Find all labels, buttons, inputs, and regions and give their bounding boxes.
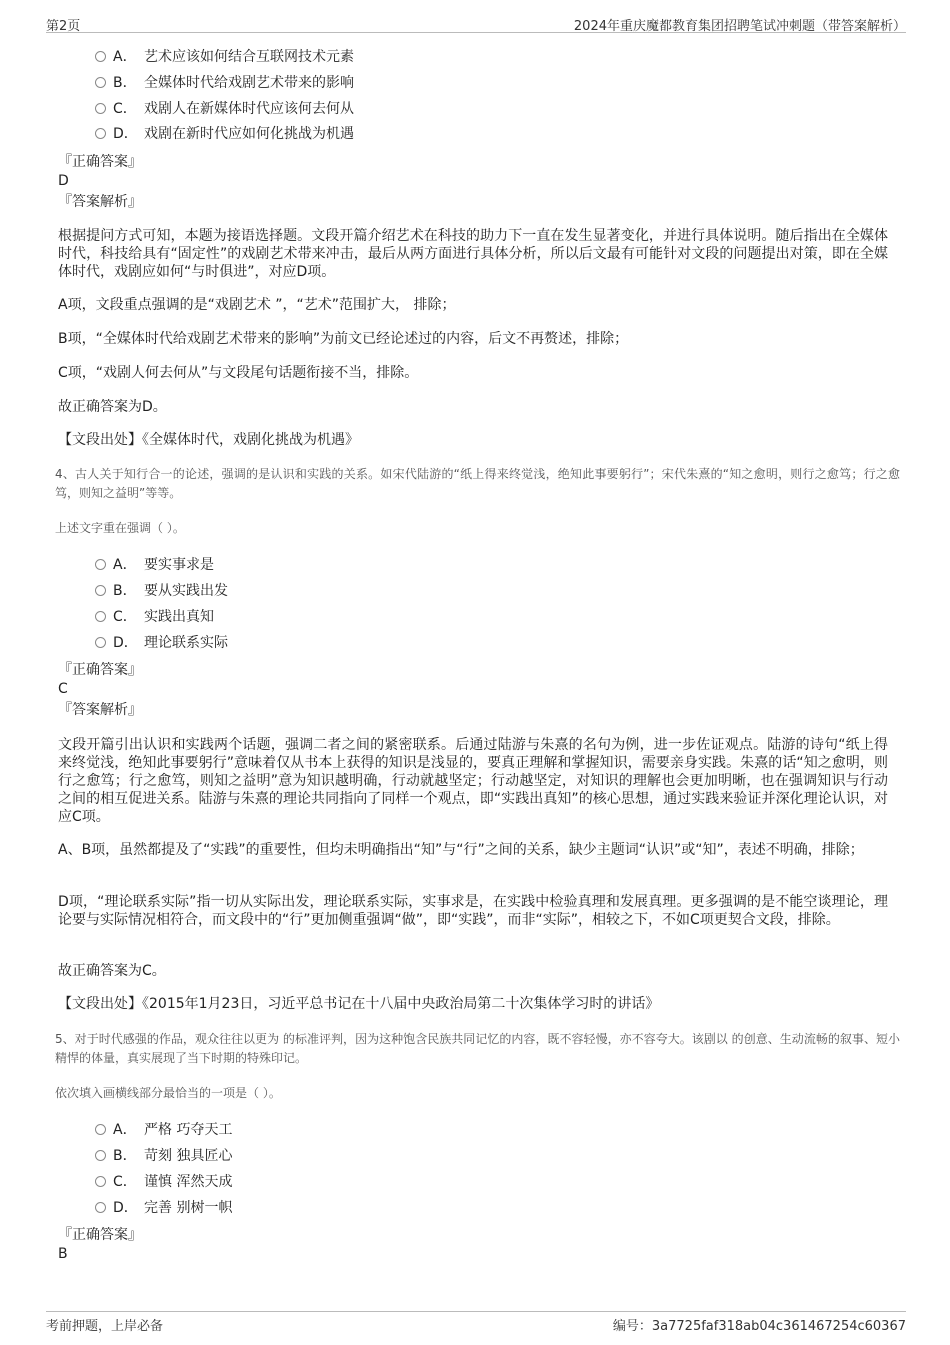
q3-analysis-p5: 故正确答案为D。 (58, 399, 167, 415)
q4-option-c[interactable]: C． 实践出真知 (95, 607, 214, 627)
q3-source: 【文段出处】《全媒体时代，戏剧化挑战为机遇》 (58, 432, 359, 448)
document-title: 2024年重庆魔都教育集团招聘笔试冲刺题（带答案解析） (573, 19, 906, 34)
q4-option-b[interactable]: B． 要从实践出发 (95, 581, 228, 601)
q3-answer-label: 『正确答案』 (58, 154, 142, 170)
q4-source: 【文段出处】《2015年1月23日，习近平总书记在十八届中央政治局第二十次集体学习时的讲话》 (58, 996, 660, 1012)
q4-analysis-p2: A、B项，虽然都提及了“实践”的重要性，但均未明确指出“知”与“行”之间的关系，缺少主题词“认识”或“知”，表述不明确，排除； (58, 842, 864, 858)
page-footer (46, 1311, 906, 1334)
q3-option-c[interactable]: C． 戏剧人在新媒体时代应该何去何从 (95, 99, 354, 119)
q3-analysis-label: 『答案解析』 (58, 194, 142, 210)
q4-analysis-p3: D项，“理论联系实际”指一切从实际出发，理论联系实际，实事求是，在实践中检验真理和发展真理。更多强调的是不能空谈理论，理论要与实际情况相符合，而文段中的“行”更加侧重强调“做”，即“实践”，而非“实际”，相较之下，不如C项更契合文段，排除。 (58, 894, 888, 928)
q3-answer: D (58, 173, 69, 189)
q3-analysis-p1: 根据提问方式可知，本题为接语选择题。文段开篇介绍艺术在科技的助力下一直在发生显著变化，并进行具体说明。随后指出在全媒体时代，科技给具有“固定性”的戏剧艺术带来冲击，最后从两方面进行具体分析，所以后文最有可能针对文段的问题提出对策，即在全媒体时代，戏剧应如何“与时俱进”，对应D项。 (58, 228, 888, 280)
q4-answer: C (58, 681, 68, 697)
q3-analysis-p2: A项，文段重点强调的是“戏剧艺术 ”，“艺术”范围扩大， 排除； (58, 297, 456, 313)
q4-option-d[interactable]: D． 理论联系实际 (95, 633, 228, 653)
q5-option-d[interactable]: D． 完善 别树一帜 (95, 1198, 232, 1218)
q4-analysis-p1: 文段开篇引出认识和实践两个话题，强调二者之间的紧密联系。后通过陆游与朱熹的名句为例，进一步佐证观点。陆游的诗句“纸上得来终觉浅，绝知此事要躬行”意味着仅从书本上获得的知识是浅显的，要真正理解和掌握知识，需要亲身实践。朱熹的话“知之愈明，则行之愈笃；行之愈笃，则知之益明”意为知识越明确，行动就越坚定；行动越坚定，对知识的理解也会更加明晰，也在强调知识与行动之间的相互促进关系。陆游与朱熹的理论共同指向了同样一个观点，即“实践出真知”的核心思想，通过实践来验证并深化理论认识，对应C项。 (58, 737, 888, 825)
page-header (46, 14, 906, 33)
radio-icon[interactable] (95, 1124, 106, 1135)
q3-analysis-p3: B项，“全媒体时代给戏剧艺术带来的影响”为前文已经论述过的内容，后文不再赘述，排除； (58, 331, 629, 347)
q5-option-a[interactable]: A． 严格 巧夺天工 (95, 1120, 232, 1140)
q3-option-b[interactable]: B． 全媒体时代给戏剧艺术带来的影响 (95, 73, 354, 93)
q4-analysis-p4: 故正确答案为C。 (58, 963, 166, 979)
radio-icon[interactable] (95, 1150, 106, 1161)
radio-icon[interactable] (95, 637, 106, 648)
q3-option-d[interactable]: D． 戏剧在新时代应如何化挑战为机遇 (95, 124, 354, 144)
radio-icon[interactable] (95, 1176, 106, 1187)
radio-icon[interactable] (95, 559, 106, 570)
q5-option-b[interactable]: B． 苛刻 独具匠心 (95, 1146, 232, 1166)
footer-slogan: 考前押题，上岸必备 (46, 1319, 164, 1334)
q4-prompt: 上述文字重在强调（ ）。 (55, 521, 185, 535)
q3-analysis-p4: C项，“戏剧人何去何从”与文段尾句话题衔接不当，排除。 (58, 365, 419, 381)
q4-answer-label: 『正确答案』 (58, 662, 142, 678)
q5-answer-label: 『正确答案』 (58, 1227, 142, 1243)
q4-question: 4、古人关于知行合一的论述，强调的是认识和实践的关系。如宋代陆游的“纸上得来终觉浅，绝知此事要躬行”；宋代朱熹的“知之愈明，则行之愈笃；行之愈笃，则知之益明”等等。 (55, 467, 900, 500)
q5-question: 5、对于时代感强的作品，观众往往以更为 的标准评判，因为这种饱含民族共同记忆的内容，既不容轻慢，亦不容夸大。该剧以 的创意、生动流畅的叙事、短小精悍的体量，真实展现了当下时期的特殊印记。 (55, 1032, 900, 1065)
radio-icon[interactable] (95, 51, 106, 62)
radio-icon[interactable] (95, 128, 106, 139)
document-code: 编号：3a7725faf318ab04c361467254c60367 (612, 1319, 906, 1334)
radio-icon[interactable] (95, 103, 106, 114)
radio-icon[interactable] (95, 77, 106, 88)
q5-prompt: 依次填入画横线部分最恰当的一项是（ ）。 (55, 1086, 281, 1100)
q4-option-a[interactable]: A． 要实事求是 (95, 555, 214, 575)
radio-icon[interactable] (95, 1202, 106, 1213)
page-number: 第2页 (46, 19, 81, 34)
q3-option-a[interactable]: A． 艺术应该如何结合互联网技术元素 (95, 47, 354, 67)
q5-option-c[interactable]: C． 谨慎 浑然天成 (95, 1172, 232, 1192)
q5-answer: B (58, 1246, 68, 1262)
q4-analysis-label: 『答案解析』 (58, 702, 142, 718)
radio-icon[interactable] (95, 611, 106, 622)
radio-icon[interactable] (95, 585, 106, 596)
